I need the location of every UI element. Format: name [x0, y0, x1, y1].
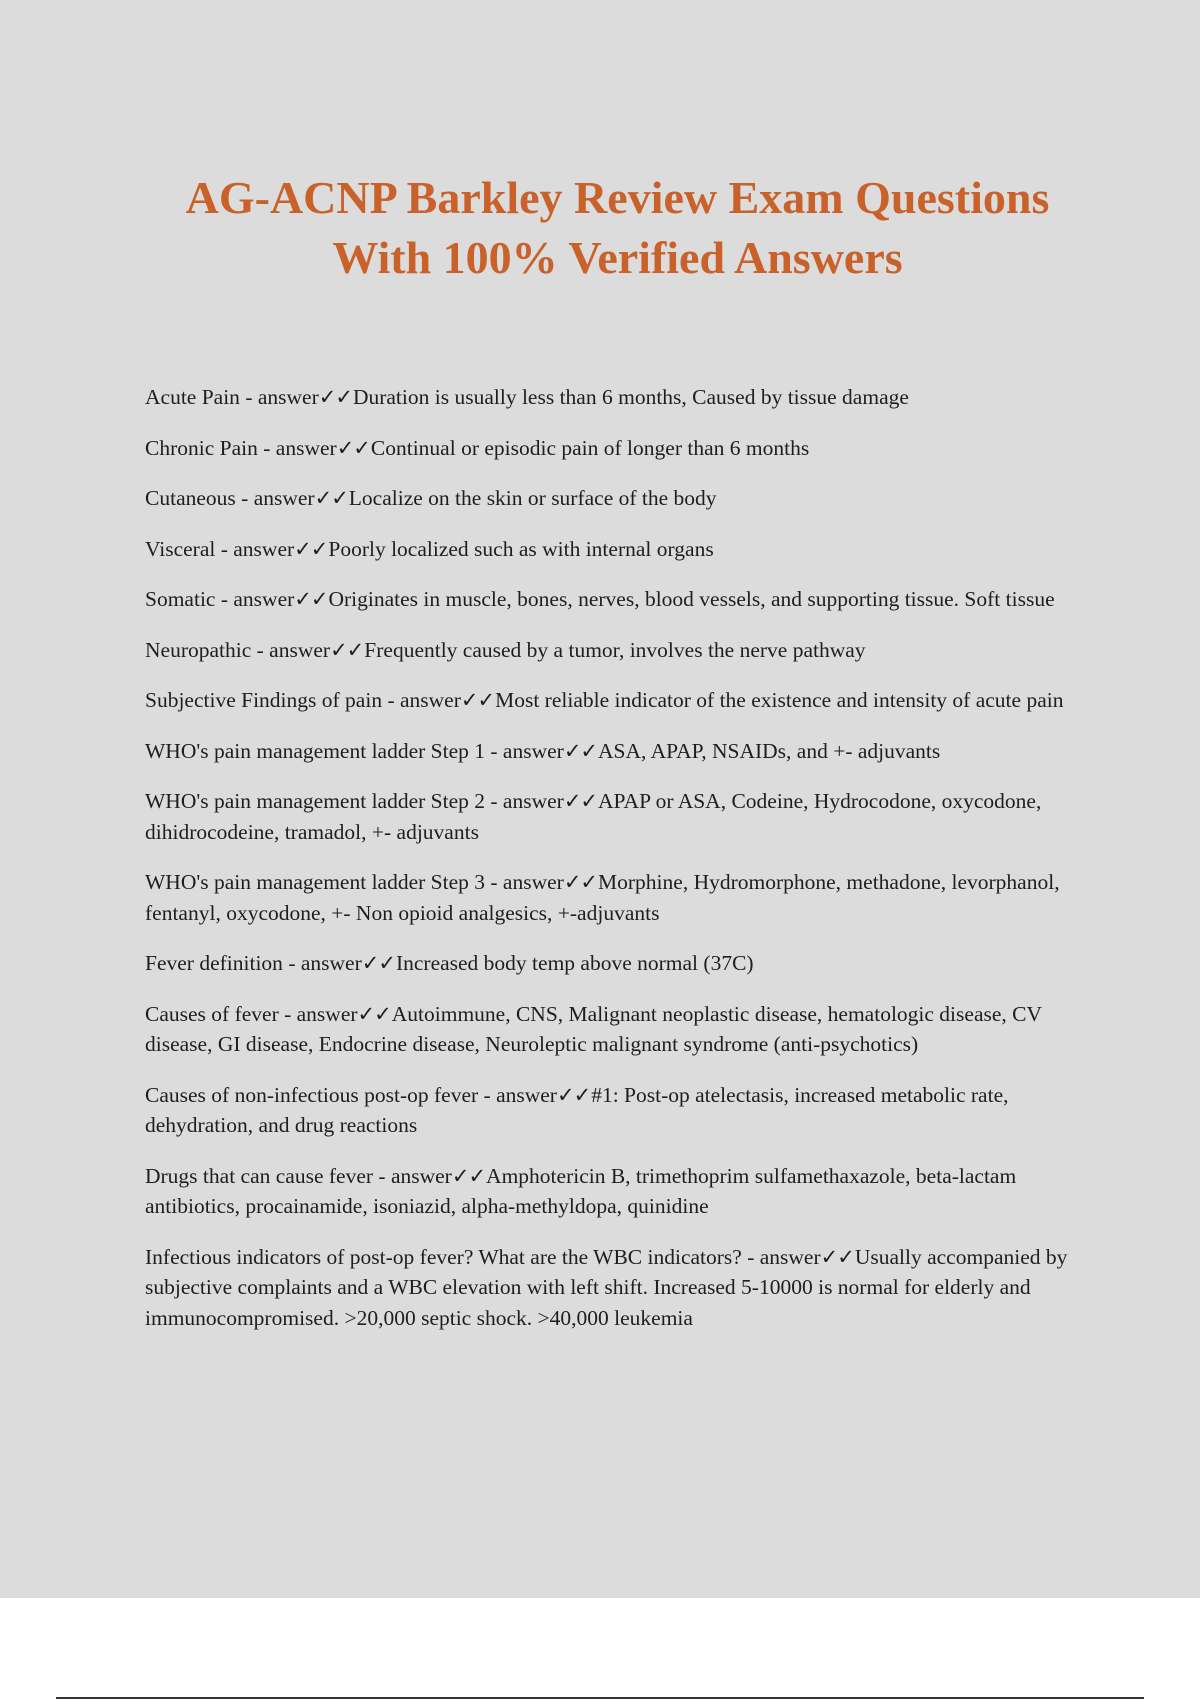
- qa-item: [145, 1242, 1105, 1334]
- qa-answer: Originates in muscle, bones, nerves, blood vessels, and supporting tissue. Soft tissue: [328, 587, 1055, 611]
- qa-answer: Usually accompanied by subjective complaints and a WBC elevation with left shift. Increased 5-10000 is normal for elderly and immunocompromised. >20,000 septic shock. >40,000 leukemia: [145, 1244, 1068, 1330]
- qa-separator: - answer: [485, 738, 564, 763]
- qa-separator: - answer: [485, 789, 564, 813]
- qa-term: Chronic Pain: [145, 435, 258, 460]
- qa-separator: - answer: [382, 688, 461, 712]
- check-mark-icon: ✓✓: [336, 435, 370, 460]
- check-mark-icon: ✓✓: [318, 385, 352, 409]
- qa-item: [145, 736, 1105, 767]
- qa-term: Drugs that can cause fever: [145, 1163, 374, 1188]
- qa-term: Infectious indicators of post-op fever? What are the WBC indicators?: [145, 1244, 742, 1269]
- qa-answer: Continual or episodic pain of longer than 6 months: [370, 435, 810, 460]
- qa-term: Neuropathic: [145, 637, 252, 662]
- check-mark-icon: ✓✓: [460, 688, 495, 712]
- qa-separator: - answer: [373, 1163, 452, 1188]
- check-mark-icon: ✓✓: [314, 486, 348, 510]
- page-bottom-margin: [0, 1598, 1200, 1700]
- qa-term: Visceral: [145, 536, 216, 561]
- check-mark-icon: ✓✓: [330, 637, 364, 662]
- qa-separator: - answer: [485, 870, 564, 894]
- qa-item: [145, 584, 1105, 615]
- qa-term: Causes of non-infectious post-op fever: [145, 1082, 479, 1107]
- qa-separator: - answer: [478, 1082, 557, 1107]
- qa-list: [145, 382, 1105, 1353]
- qa-item: [145, 635, 1105, 666]
- qa-answer: Frequently caused by a tumor, involves the nerve pathway: [364, 637, 866, 662]
- check-mark-icon: ✓✓: [294, 536, 328, 561]
- qa-item: [145, 685, 1105, 716]
- qa-term: Somatic: [145, 587, 216, 611]
- title-line-2: With 100% Verified Answers: [332, 232, 903, 283]
- check-mark-icon: ✓✓: [563, 738, 598, 763]
- qa-answer: Duration is usually less than 6 months, Caused by tissue damage: [352, 385, 909, 409]
- qa-term: Acute Pain: [145, 385, 240, 409]
- qa-separator: - answer: [239, 385, 319, 409]
- check-mark-icon: ✓✓: [451, 1163, 486, 1188]
- qa-answer: Autoimmune, CNS, Malignant neoplastic disease, hematologic disease, CV disease, GI disease, Endocrine disease, Neuroleptic malignant syndrome (anti-psychotics): [145, 1001, 1042, 1056]
- qa-answer: Amphotericin B, trimethoprim sulfamethaxazole, beta-lactam antibiotics, procainamide, isoniazid, alpha-methyldopa, quinidine: [145, 1163, 1017, 1218]
- qa-term: WHO's pain management ladder Step 3: [145, 870, 486, 894]
- qa-answer: ASA, APAP, NSAIDs, and +- adjuvants: [598, 738, 941, 763]
- qa-term: Causes of fever: [145, 1001, 279, 1026]
- qa-item: [145, 1161, 1105, 1222]
- qa-term: WHO's pain management ladder Step 1: [145, 738, 486, 763]
- qa-separator: - answer: [215, 587, 295, 611]
- check-mark-icon: ✓✓: [294, 587, 328, 611]
- check-mark-icon: ✓✓: [563, 789, 598, 813]
- check-mark-icon: ✓✓: [357, 1001, 391, 1026]
- qa-separator: - answer: [741, 1244, 821, 1269]
- qa-separator: - answer: [282, 951, 362, 975]
- bottom-divider: [56, 1697, 1144, 1699]
- document-title: [0, 168, 1200, 288]
- qa-answer: Localize on the skin or surface of the body: [348, 486, 717, 510]
- qa-item: [145, 786, 1105, 847]
- qa-separator: - answer: [251, 637, 331, 662]
- check-mark-icon: ✓✓: [563, 870, 598, 894]
- qa-term: WHO's pain management ladder Step 2: [145, 789, 486, 813]
- qa-answer: APAP or ASA, Codeine, Hydrocodone, oxycodone, dihidrocodeine, tramadol, +- adjuvants: [145, 789, 1042, 844]
- qa-item: [145, 867, 1105, 928]
- title-line-1: AG-ACNP Barkley Review Exam Questions: [185, 172, 1050, 223]
- qa-item: [145, 534, 1105, 565]
- qa-separator: - answer: [235, 486, 315, 510]
- qa-separator: - answer: [278, 1001, 358, 1026]
- qa-answer: Increased body temp above normal (37C): [395, 951, 754, 975]
- qa-separator: - answer: [257, 435, 337, 460]
- qa-item: [145, 433, 1105, 464]
- qa-item: [145, 382, 1105, 413]
- qa-item: [145, 1080, 1105, 1141]
- check-mark-icon: ✓✓: [820, 1244, 854, 1269]
- qa-answer: #1: Post-op atelectasis, increased metabolic rate, dehydration, and drug reactions: [145, 1082, 1009, 1137]
- qa-item: [145, 483, 1105, 514]
- qa-answer: Poorly localized such as with internal organs: [328, 536, 714, 561]
- qa-term: Subjective Findings of pain: [145, 688, 383, 712]
- qa-answer: Morphine, Hydromorphone, methadone, levorphanol, fentanyl, oxycodone, +- Non opioid analgesics, +-adjuvants: [145, 870, 1060, 925]
- check-mark-icon: ✓✓: [361, 951, 395, 975]
- qa-item: [145, 948, 1105, 979]
- qa-term: Cutaneous: [145, 486, 236, 510]
- qa-item: [145, 999, 1105, 1060]
- qa-answer: Most reliable indicator of the existence and intensity of acute pain: [495, 688, 1064, 712]
- check-mark-icon: ✓✓: [556, 1082, 591, 1107]
- qa-term: Fever definition: [145, 951, 283, 975]
- qa-separator: - answer: [215, 536, 295, 561]
